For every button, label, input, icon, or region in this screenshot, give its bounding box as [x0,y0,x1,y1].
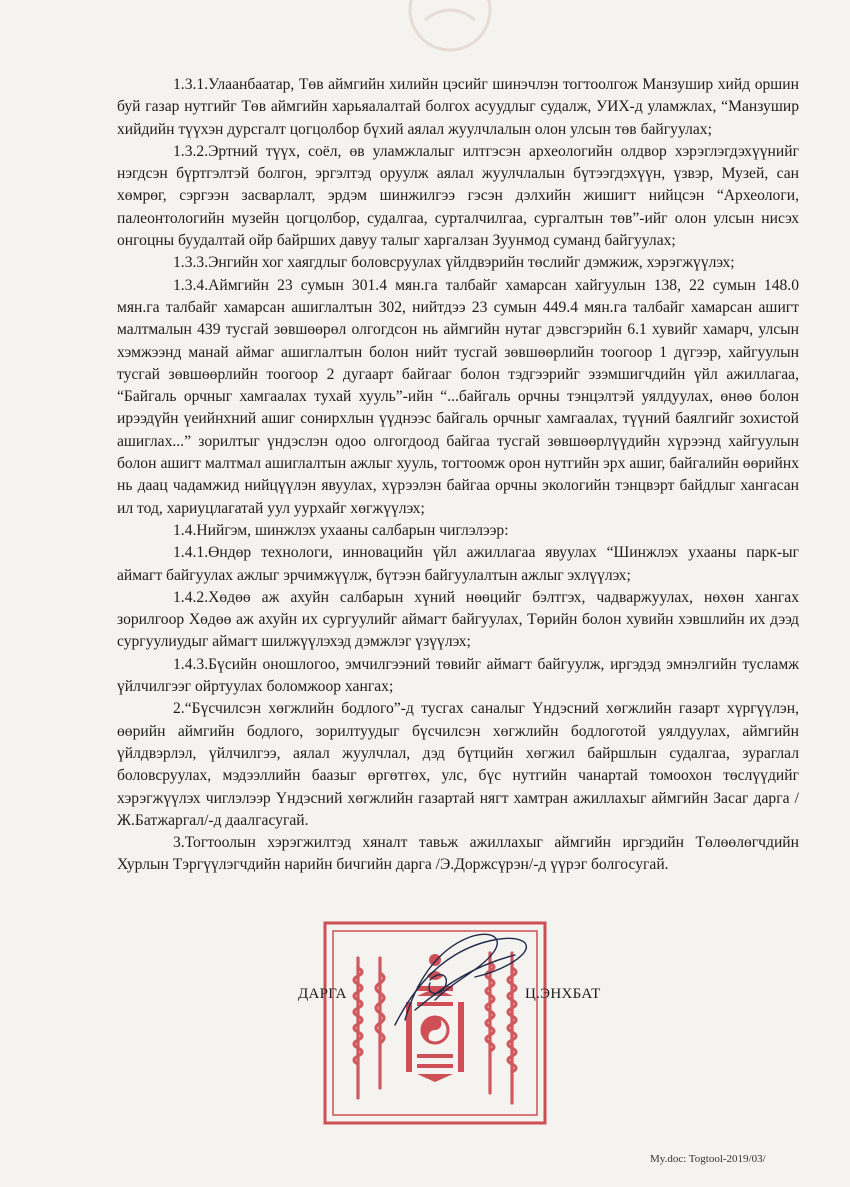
paragraph-1-3-1: 1.3.1.Улаанбаатар, Төв аймгийн хилийн цэсийг шинэчлэн тогтоолгож Манзушир хийд оршин буй газар нутгийг Төв аймгийн харьяалалтай болгох асуудлыг судалж, УИХ-д уламжлах, “Манзушир хийдийн түүхэн дурсгалт цогцолбор бүхий аялал жуулчлалын олон улсын төв байгуулах; [117,76,799,138]
signature-title: ДАРГА [298,986,347,1002]
paragraph-3: 3.Тогтоолын хэрэгжилтэд хяналт тавьж ажиллахыг аймгийн иргэдийн Төлөөлөгчдийн Хурлын Тэргүүлэгчдийн нарийн бичгийн дарга /Э.Доржсүрэн/-д үүрэг болгосугай. [117,834,799,874]
paragraph-2: 2.“Бүсчилсэн хөгжлийн бодлого”-д тусгах саналыг Үндэсний хөгжлийн газарт хүргүүлэн, өөрийн аймгийн бодлого, зорилтуудыг бүсчилсэн хөгжлийн бодлоготой уялдуулах, аймгийн үйлдвэрлэл, үйлчилгээ, аялал жуулчлал, дэд бүтцийн хөгжил байршлын судалгаа, зураглал боловсруулах, мэдээллийн баазыг өргөтгөх, улс, бүс нутгийн чанартай томоохон төслүүдийг хэрэгжүүлэх чиглэлээр Үндэсний хөгжлийн газартай нягт хамтран ажиллахыг аймгийн Засаг дарга /Ж.Батжаргал/-д даалгасугай. [117,700,799,829]
paragraph-1-4: 1.4.Нийгэм, шинжлэх ухааны салбарын чиглэлээр: [173,521,509,539]
signature-name: Ц.ЭНХБАТ [525,986,601,1002]
paragraph-1-4-3: 1.4.3.Бүсийн оношлогоо, эмчилгээний төвийг аймагт байгуулж, иргэдэд эмнэлгийн тусламж үйлчилгээг ойртуулах боломжоор хангах; [117,655,799,696]
paragraph-1-3-3: 1.3.3.Энгийн хог хаягдлыг боловсруулах үйлдвэрийн төслийг дэмжиж, хэрэгжүүлэх; [173,254,735,272]
paragraph-1-3-4: 1.3.4.Аймгийн 23 сумын 301.4 мян.га талбайг хамарсан хайгуулын 138, 22 сумын 148.0 мян.га талбайг хамарсан ашиглалтын 302, нийтдээ 23 сумын 449.4 мян.га талбайг хамарсан ашигт малтмалын 439 тусгай зөвшөөрөл олгогдсон нь аймгийн нутаг дэвсгэрийн 6.1 хувийг хамарч, улсын хэмжээнд манай аймаг ашиглалтын болон нийт тусгай зөвшөөрлийн тоогоор 1 дүгээр, хайгуулын тусгай зөвшөөрлийн тоогоор 2 дугаарт байгааг болон тэдгээрийг эзэмшигчдийн үйл ажиллагаа, “Байгаль орчныг хамгаалах тухай хууль”-ийн “...байгаль орчны тэнцэлтэй уялдуулах, өнөө болон ирээдүйн үеийнхний ашиг сонирхлын үүднээс байгаль орчныг хамгаалах, түүний баялгийг зохистой ашиглах...” зорилтыг үндэслэн одоо олгогдоод байгаа тусгай зөвшөөрлүүдийн хүрээнд хайгуулын болон ашигт малтмал ашиглалтын ажлыг хууль, тогтоомж орон нутгийн эрх ашиг, байгалийн өөрийнх нь даац чадамжид нийцүүлэн явуулах, хүрээлэн байгаа орчны экологийн тэнцвэрт байдлыг хангасан ил тод, хариуцлагатай уул уурхайг хөгжүүлэх; [117,276,799,517]
document-body [117,74,799,877]
paragraph-1-3-2: 1.3.2.Эртний түүх, соёл, өв уламжлалыг илтгэсэн археологийн олдвор хэрэглэгдэхүүнийг нэгдсэн бүртгэлтэй болгон, эргэлтэд оруулж аялал жуулчлалын бүтээгдэхүүн, үзвэр, Музей, сан хөмрөг, сэргээн засварлалт, эрдэм шинжилгээ гэсэн дэлхийн жишигт нийцсэн “Археологи, палеонтологийн музейн цогцолбор, судалгаа, сурталчилгаа, сургалтын төв”-ийг олон улсын нисэх онгоцны буудалтай ойр байрших давуу талыг харгалзан Зуунмод суманд байгуулах; [117,142,799,250]
footer-doc-reference: My.doc: Togtool-2019/03/ [650,1153,766,1165]
signature-block [0,980,850,1010]
emblem-watermark-icon [395,0,505,55]
paragraph-1-4-2: 1.4.2.Хөдөө аж ахуйн салбарын хүний нөөцийг бэлтгэх, чадваржуулах, нөхөн хангах зорилгоор Хөдөө аж ахуйн их сургуулийг аймагт байгуулах, Төрийн болон хувийн хэвшлийн их дээд сургуулиудыг аймагт шилжүүлэхэд дэмжлэг үзүүлэх; [117,588,799,651]
paragraph-1-4-1: 1.4.1.Өндөр технологи, инновацийн үйл ажиллагаа явуулах “Шинжлэх ухааны парк-ыг аймагт байгуулах ажлыг эрчимжүүлж, бүтээн байгуулалтын ажлыг эхлүүлэх; [117,544,799,584]
